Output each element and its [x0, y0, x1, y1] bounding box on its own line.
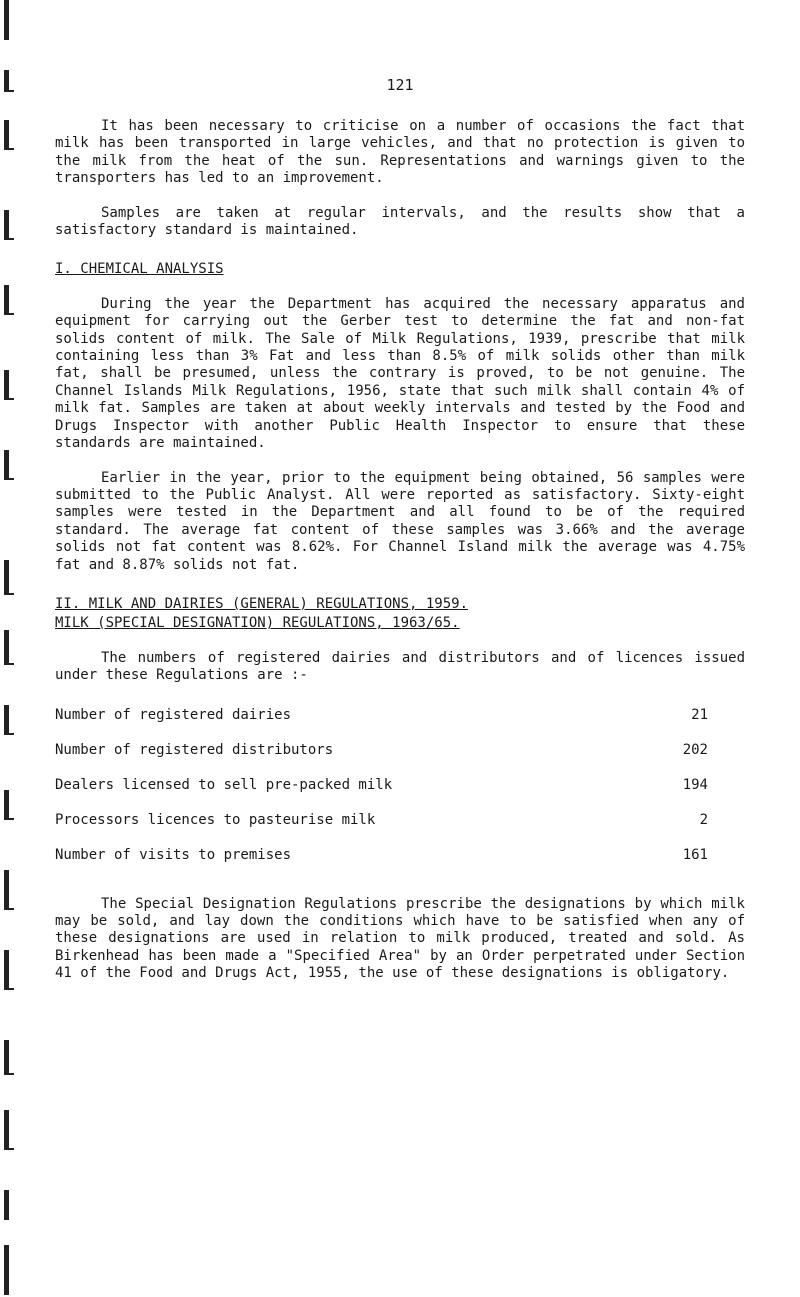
- stat-value: 202: [682, 741, 708, 758]
- stat-value: 194: [682, 776, 708, 793]
- stat-label: Dealers licensed to sell pre-packed milk: [55, 776, 393, 793]
- page-body: [55, 118, 745, 983]
- stat-row: [55, 777, 708, 812]
- stat-value: 2: [699, 811, 708, 828]
- heading-special-designation-regulations: MILK (SPECIAL DESIGNATION) REGULATIONS, 1963/65.: [55, 615, 460, 632]
- paragraph-special-designation: The Special Designation Regulations prescribe the designations by which milk may be sold, and lay down the conditions which have to be satisfied when any of these designations are used in relation to milk produced, treated and sold. As Birkenhead has been made a "Specified Area" by an Order perpetrated under Section 41 of the Food and Drugs Act, 1955, the use of these designations is obligatory.: [55, 895, 745, 982]
- registration-stats-list: [55, 707, 745, 882]
- stat-row: [55, 847, 708, 882]
- paragraph-gerber-test: During the year the Department has acquired the necessary apparatus and equipment for carrying out the Gerber test to determine the fat and non-fat solids content of milk. The Sale of Milk Regulations, 1939, prescribe that milk containing less than 3% Fat and less than 8.5% of milk solids other than milk fat, shall be presumed, unless the contrary is proved, to be not genuine. The Channel Islands Milk Regulations, 1956, state that such milk shall contain 4% of milk fat. Samples are taken at about weekly intervals and tested by the Food and Drugs Inspector with another Public Health Inspector to ensure that these standards are maintained.: [55, 295, 745, 452]
- paragraph-samples: Samples are taken at regular intervals, and the results show that a satisfactory standard is maintained.: [55, 204, 745, 239]
- stat-label: Processors licences to pasteurise milk: [55, 811, 376, 828]
- stat-label: Number of registered dairies: [55, 706, 292, 723]
- paragraph-transport: It has been necessary to criticise on a number of occasions the fact that milk has been transported in large vehicles, and that no protection is given to the milk from the heat of the sun. Representations and warnings given to the transporters has led to an improvement.: [55, 118, 745, 187]
- stat-row: [55, 742, 708, 777]
- paragraph-registered-numbers: The numbers of registered dairies and distributors and of licences issued under these Regulations are :-: [55, 649, 745, 684]
- binding-edge: [0, 0, 16, 1297]
- stat-value: 161: [682, 846, 708, 863]
- stat-value: 21: [691, 706, 708, 723]
- stat-label: Number of visits to premises: [55, 846, 292, 863]
- stat-row: [55, 707, 708, 742]
- stat-row: [55, 812, 708, 847]
- heading-chemical-analysis: I. CHEMICAL ANALYSIS: [55, 261, 224, 278]
- page-number: 121: [386, 76, 414, 94]
- paragraph-earlier-samples: Earlier in the year, prior to the equipment being obtained, 56 samples were submitted to the Public Analyst. All were reported as satisfactory. Sixty-eight samples were tested in the Department and all found to be of the required standard. The average fat content of these samples was 3.66% and the average solids not fat content was 8.62%. For Channel Island milk the average was 4.75% fat and 8.87% solids not fat.: [55, 469, 745, 573]
- heading-milk-dairies-regulations: II. MILK AND DAIRIES (GENERAL) REGULATIONS, 1959.: [55, 595, 469, 612]
- stat-label: Number of registered distributors: [55, 741, 334, 758]
